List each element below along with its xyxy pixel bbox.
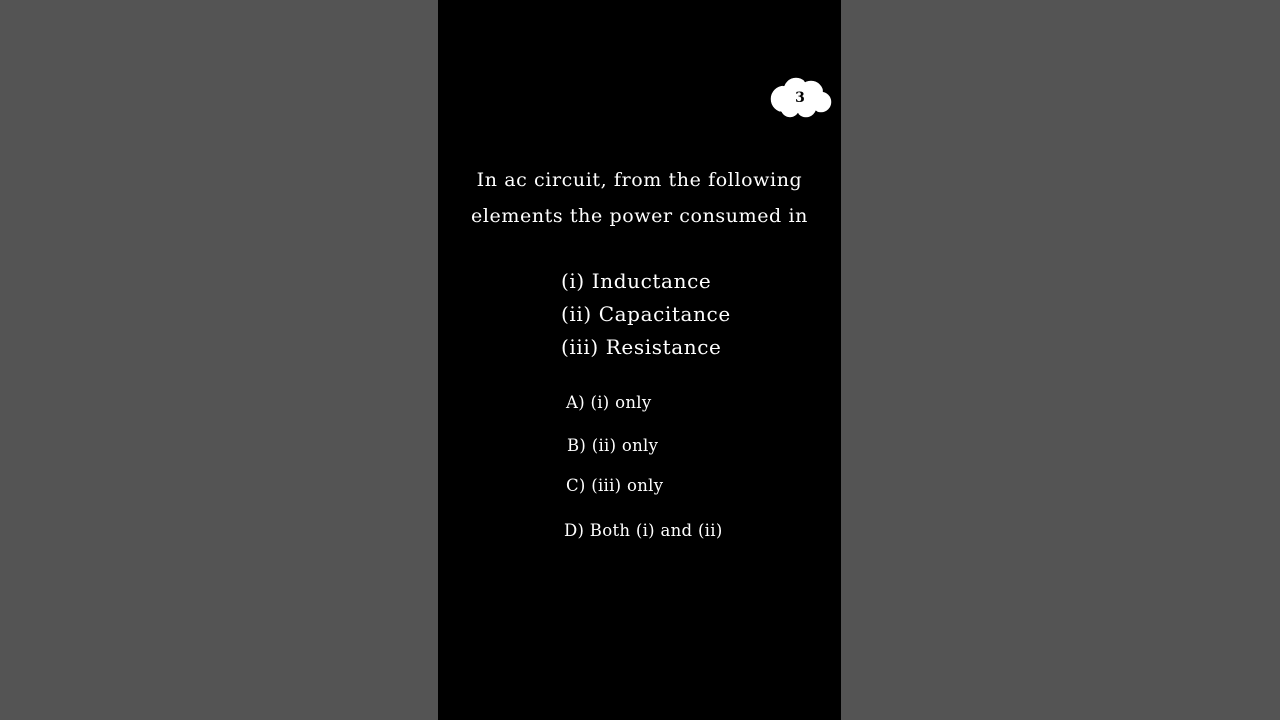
option-a: A) (i) only <box>566 393 652 412</box>
list-item-resistance: (iii) Resistance <box>561 335 722 359</box>
quiz-panel <box>438 0 841 720</box>
option-c: C) (iii) only <box>566 476 664 495</box>
question-text <box>458 162 821 234</box>
option-d: D) Both (i) and (ii) <box>564 521 723 540</box>
list-item-capacitance: (ii) Capacitance <box>561 302 731 326</box>
list-item-inductance: (i) Inductance <box>561 269 712 293</box>
option-b: B) (ii) only <box>567 436 659 455</box>
question-number: 3 <box>795 90 805 106</box>
question-line-1: In ac circuit, from the following <box>476 169 803 191</box>
element-list <box>561 265 821 364</box>
question-number-badge <box>766 75 834 121</box>
question-line-2: elements the power consumed in <box>471 205 808 227</box>
